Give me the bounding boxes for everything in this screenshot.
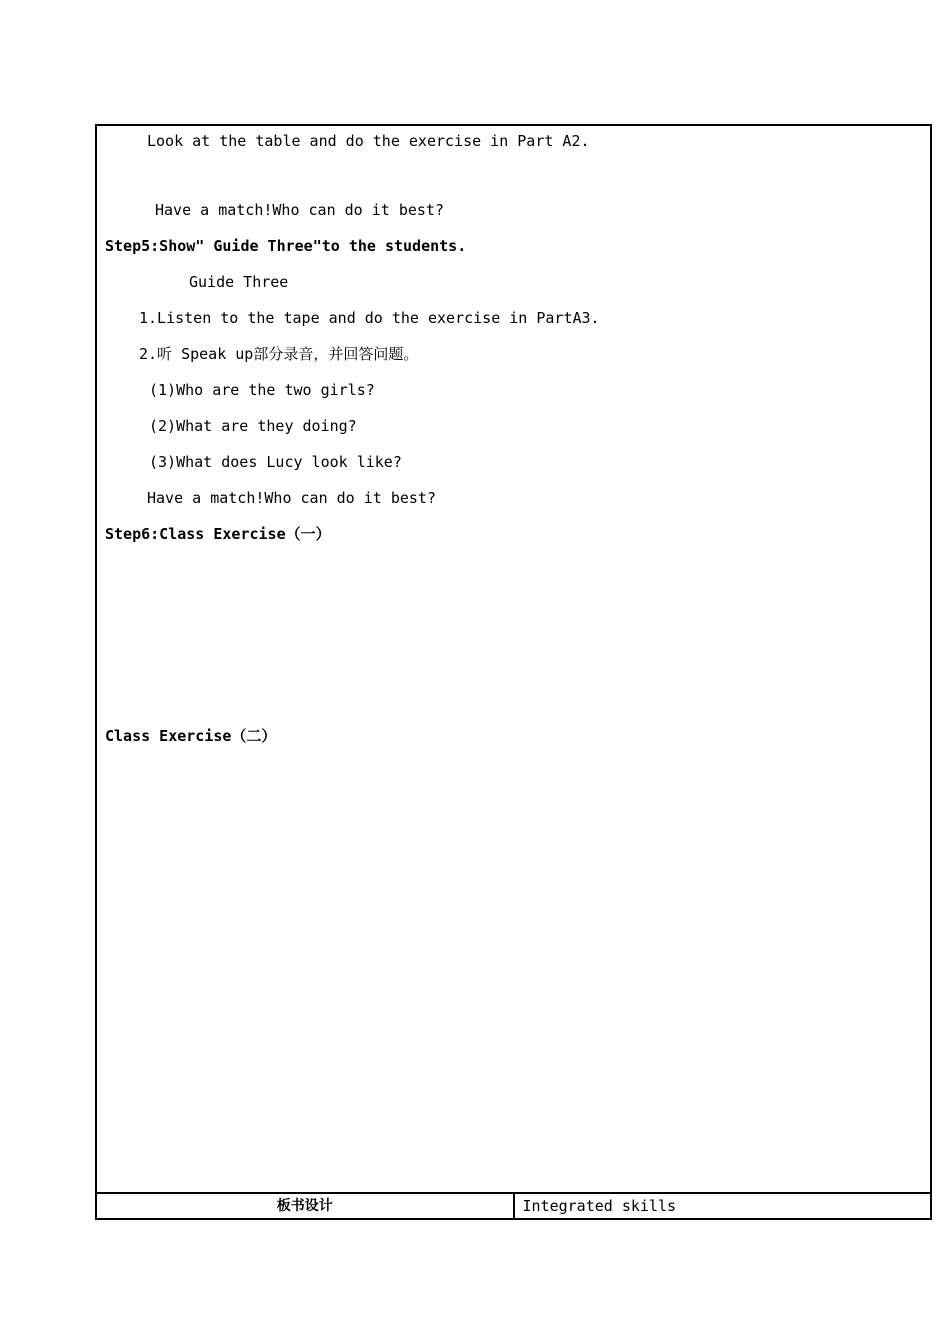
content-row — [96, 125, 931, 1193]
question-1: (1)Who are the two girls? — [149, 381, 375, 399]
line-part-a2: Look at the table and do the exercise in Part A2. — [147, 132, 590, 150]
board-design-value: Integrated skills — [514, 1193, 932, 1219]
guide-item-1: 1.Listen to the tape and do the exercise in PartA3. — [139, 309, 600, 327]
question-2: (2)What are they doing? — [149, 417, 357, 435]
step6-heading: Step6:Class Exercise（一） — [105, 525, 331, 543]
lesson-plan-table — [95, 124, 932, 1220]
step5-heading: Step5:Show" Guide Three"to the students. — [105, 237, 467, 255]
guide-three-title: Guide Three — [189, 273, 289, 291]
question-3: (3)What does Lucy look like? — [149, 453, 402, 471]
guide-item-2: 2.听 Speak up部分录音，并回答问题。 — [139, 345, 419, 363]
footer-row — [96, 1193, 931, 1219]
line-match-1: Have a match!Who can do it best? — [155, 201, 444, 219]
board-design-label: 板书设计 — [96, 1193, 514, 1219]
class-exercise-2-heading: Class Exercise（二） — [105, 727, 277, 745]
line-match-2: Have a match!Who can do it best? — [147, 489, 436, 507]
content-cell — [96, 125, 931, 1193]
